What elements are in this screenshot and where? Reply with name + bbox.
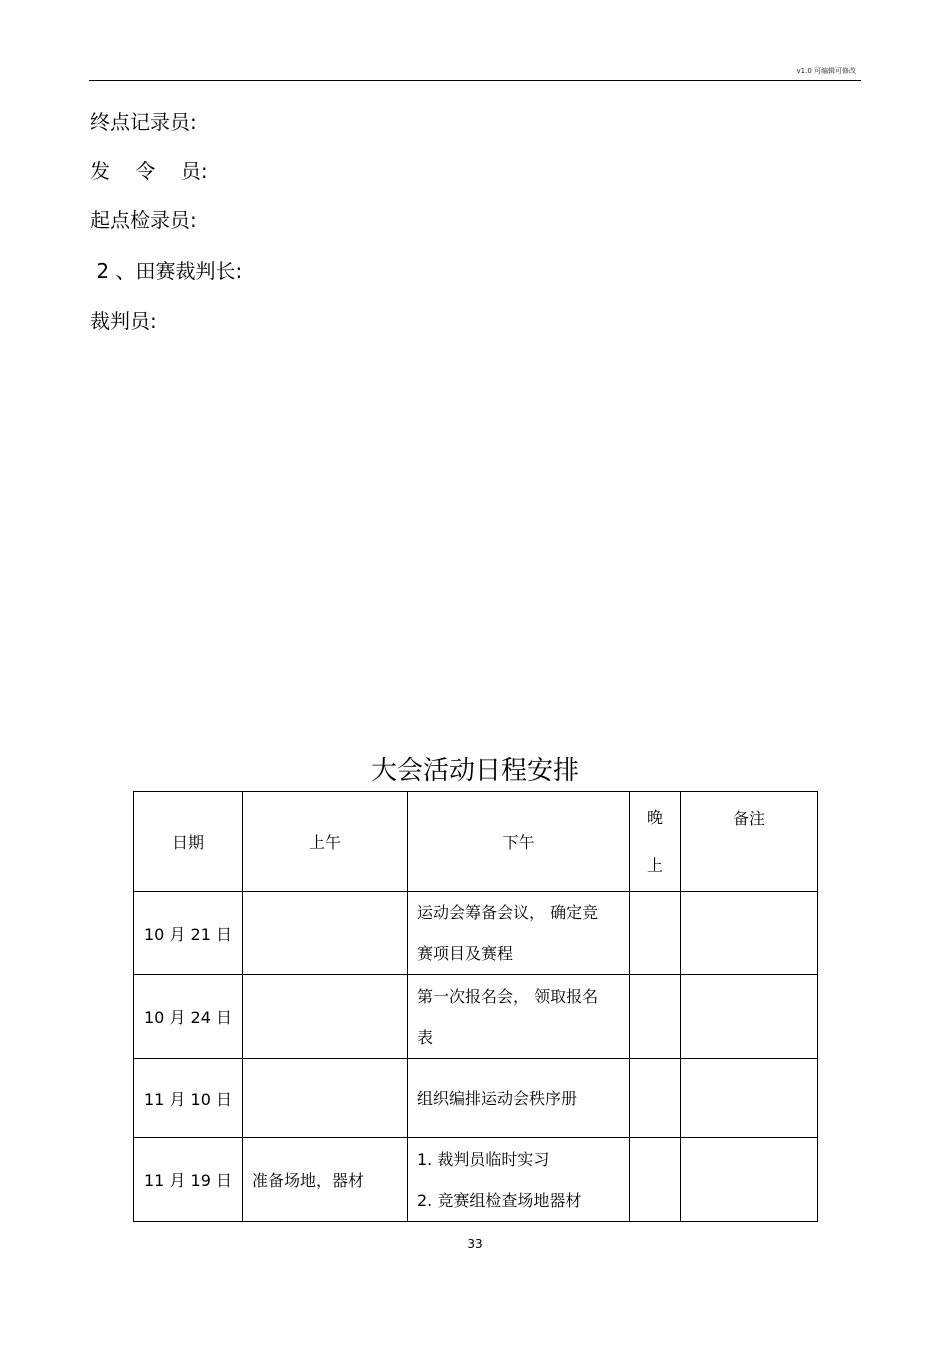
row-evening: [630, 975, 681, 1059]
header-evening-char-1: 晚: [646, 807, 663, 827]
field-chief-line: 2 、田赛裁判长:: [90, 259, 243, 283]
row-evening: [630, 892, 681, 975]
header-afternoon: 下午: [408, 792, 630, 892]
header-evening: [630, 792, 681, 892]
header-date: 日期: [134, 792, 243, 892]
starter-line: 发 令 员:: [90, 159, 208, 183]
judges-line: 裁判员:: [90, 309, 157, 333]
row-afternoon: [408, 892, 630, 975]
row-notes: [681, 1138, 818, 1222]
row-afternoon-line-1: 组织编排运动会秩序册: [417, 1088, 578, 1108]
row-morning: 准备场地，器材: [243, 1138, 408, 1222]
row-morning: [243, 892, 408, 975]
row-notes: [681, 975, 818, 1059]
table-header-row: [134, 792, 818, 892]
header-version-note: v1.0 可编辑可修改: [796, 67, 856, 75]
row-notes: [681, 892, 818, 975]
start-inspector-line: 起点检录员:: [90, 208, 197, 232]
schedule-title: 大会活动日程安排: [370, 756, 579, 786]
row-evening: [630, 1138, 681, 1222]
header-evening-char-2: 上: [646, 855, 663, 875]
row-afternoon-line-1: 1. 裁判员临时实习: [417, 1149, 550, 1169]
row-afternoon: [408, 1059, 630, 1138]
table-row: [134, 975, 818, 1059]
schedule-table: [133, 791, 818, 1222]
row-evening: [630, 1059, 681, 1138]
row-afternoon-line-1: 运动会筹备会议， 确定竞: [417, 903, 599, 922]
finish-recorder-line: 终点记录员:: [90, 110, 197, 134]
header-notes: 备注: [681, 792, 818, 892]
row-afternoon: [408, 1138, 630, 1222]
table-row: [134, 1059, 818, 1138]
row-afternoon-line-2: 表: [417, 1027, 434, 1047]
row-afternoon-line-2: 赛项目及赛程: [417, 944, 514, 963]
table-row: [134, 892, 818, 975]
header-morning: 上午: [243, 792, 408, 892]
table-row: [134, 1138, 818, 1222]
row-date: 11 月 19 日: [134, 1138, 243, 1222]
row-morning: [243, 975, 408, 1059]
row-afternoon-line-1: 第一次报名会， 领取报名: [417, 986, 599, 1006]
row-notes: [681, 1059, 818, 1138]
row-date: 11 月 10 日: [134, 1059, 243, 1138]
header-rule: [89, 80, 861, 81]
row-afternoon: [408, 975, 630, 1059]
row-date: 10 月 21 日: [134, 892, 243, 975]
row-date: 10 月 24 日: [134, 975, 243, 1059]
row-afternoon-line-2: 2. 竞赛组检查场地器材: [417, 1190, 582, 1210]
page-number: 33: [467, 1237, 483, 1251]
row-morning: [243, 1059, 408, 1138]
